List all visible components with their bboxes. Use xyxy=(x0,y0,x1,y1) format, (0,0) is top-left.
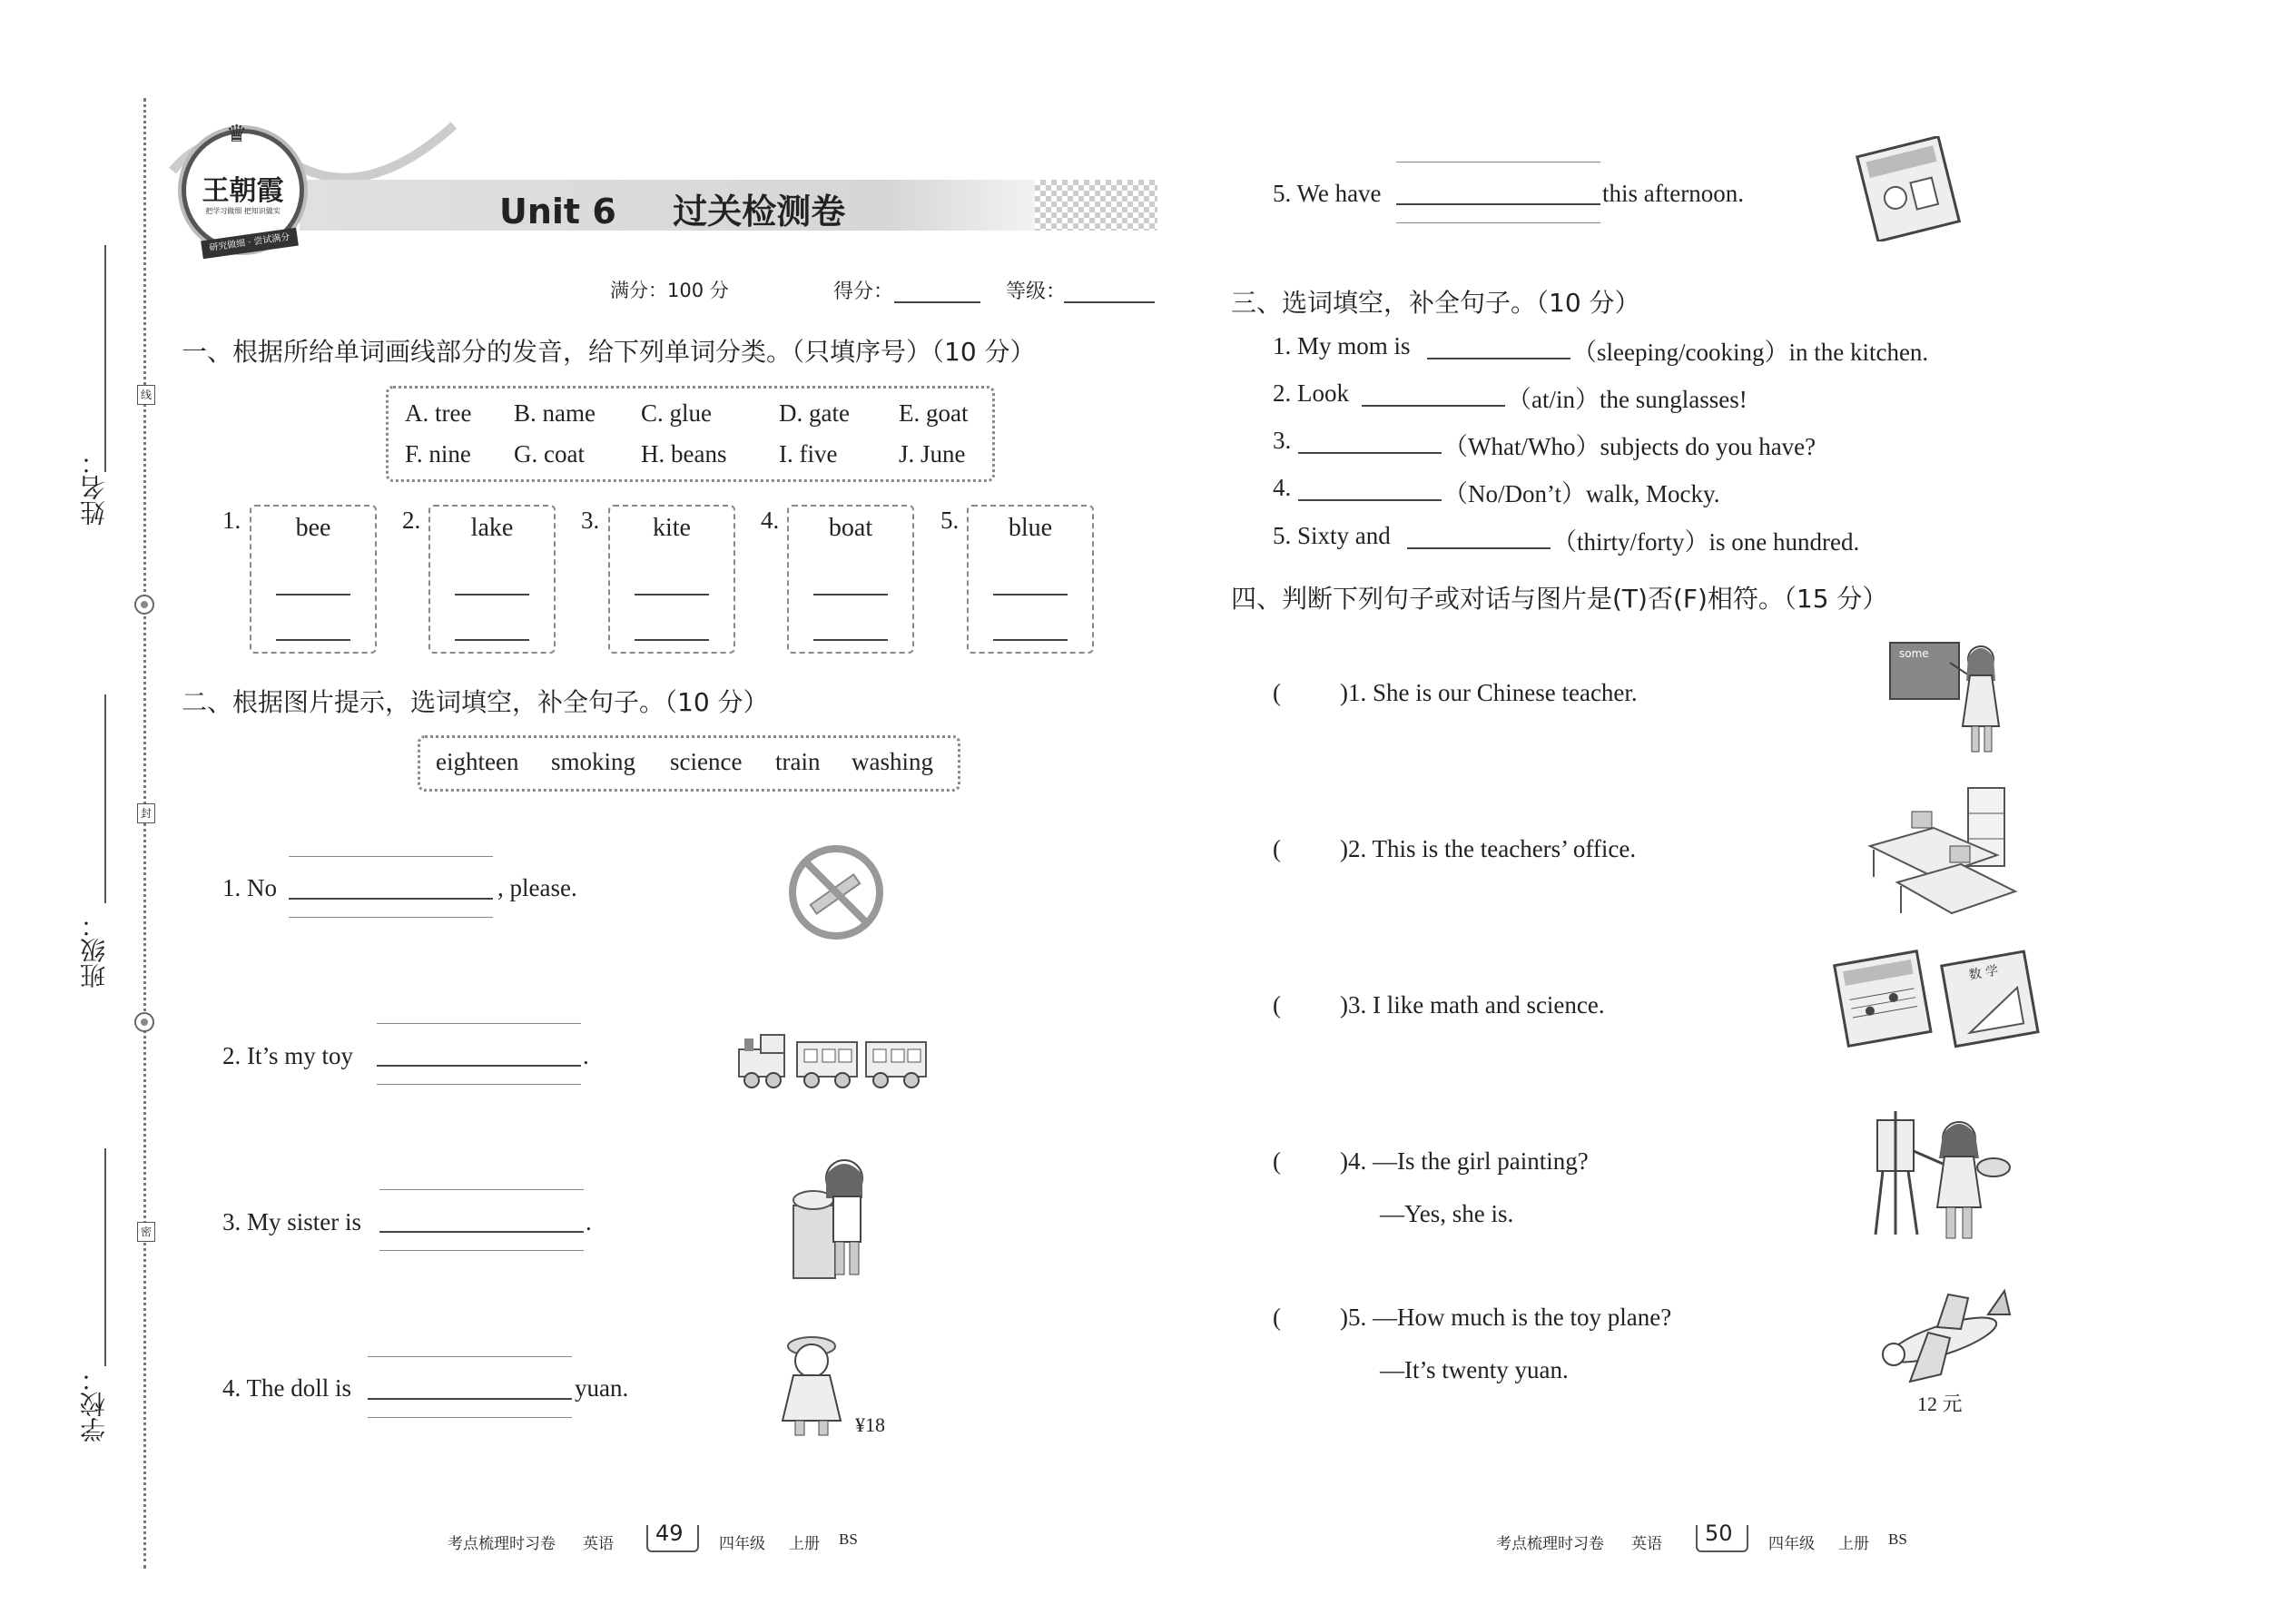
s3-end: （thirty/forty）is one hundred. xyxy=(1552,528,1860,556)
answer-blank[interactable] xyxy=(1407,547,1551,549)
guide-line xyxy=(379,1189,584,1190)
footer-term: 上册 xyxy=(789,1535,820,1552)
sort-word: blue xyxy=(1008,514,1053,542)
bank-word: train xyxy=(775,748,821,775)
s3-end: （sleeping/cooking）in the kitchen. xyxy=(1572,339,1929,366)
footer-series: 考点梳理时习卷 xyxy=(448,1535,556,1552)
guide-line xyxy=(368,1356,572,1357)
answer-line[interactable] xyxy=(455,594,529,595)
unit-label: Unit 6 xyxy=(499,192,616,231)
s3-start: 1. My mom is xyxy=(1273,332,1411,359)
option: E. goat xyxy=(899,399,969,427)
footer-edition: BS xyxy=(1888,1530,1907,1548)
answer-line[interactable] xyxy=(813,594,888,595)
sentence-end: . xyxy=(583,1042,589,1069)
guide-line xyxy=(379,1250,584,1251)
girl-washing-icon xyxy=(788,1153,884,1280)
bank-word: washing xyxy=(852,748,933,775)
sort-word: boat xyxy=(828,514,873,542)
brand-slogan: 研究做细 · 尝试满分 xyxy=(201,228,299,260)
footer-term: 上册 xyxy=(1838,1535,1869,1552)
answer-blank[interactable] xyxy=(1427,358,1570,359)
s3-start: 3. xyxy=(1273,427,1292,454)
s3-end: （at/in）the sunglasses! xyxy=(1507,386,1748,413)
guide-line xyxy=(368,1417,572,1418)
binding-hole-icon xyxy=(133,594,155,615)
option: I. five xyxy=(779,440,838,468)
page-number: 50 xyxy=(1705,1521,1733,1546)
tf-sentence: )1. She is our Chinese teacher. xyxy=(1340,679,1638,706)
teacher-board-icon xyxy=(1886,635,2004,761)
no-smoking-icon xyxy=(788,844,884,940)
score-field[interactable] xyxy=(894,301,980,303)
section1-heading: 一、根据所给单词画线部分的发音，给下列单词分类。（只填序号）（10 分） xyxy=(182,337,1036,367)
sentence-start: 2. It’s my toy xyxy=(222,1042,354,1069)
school-line xyxy=(104,1148,106,1366)
sort-word: kite xyxy=(653,514,691,542)
score-label: 得分： xyxy=(833,281,894,303)
sort-box xyxy=(250,505,377,654)
answer-blank[interactable] xyxy=(1298,499,1442,501)
option: D. gate xyxy=(779,399,850,427)
box-number: 3. xyxy=(581,507,600,534)
answer-line[interactable] xyxy=(455,639,529,641)
section3-heading: 三、选词填空，补全句子。（10 分） xyxy=(1231,288,1640,318)
footer-subject: 英语 xyxy=(583,1535,614,1552)
girl-painting-icon xyxy=(1870,1107,2013,1244)
music-math-books-icon xyxy=(1828,949,2053,1050)
grade-label: 等级： xyxy=(1006,281,1067,303)
name-label: 姓名： xyxy=(79,449,109,526)
seal-char-3: 密 xyxy=(137,1222,155,1242)
tf-sentence: )3. I like math and science. xyxy=(1340,991,1605,1019)
class-label: 班级： xyxy=(79,912,109,989)
brand-name: 王朝霞 xyxy=(202,175,284,207)
tf-sentence: )5. —How much is the toy plane? xyxy=(1340,1304,1672,1331)
footer-edition: BS xyxy=(839,1530,858,1548)
section2-heading: 二、根据图片提示，选词填空，补全句子。（10 分） xyxy=(182,687,769,717)
title-text: 过关检测卷 xyxy=(673,192,846,231)
tf-answer-slot[interactable] xyxy=(1289,675,1340,708)
logo-crown-icon: ♛ xyxy=(226,121,248,147)
footer-subject: 英语 xyxy=(1631,1535,1662,1552)
answer-line[interactable] xyxy=(993,594,1068,595)
sentence-end: this afternoon. xyxy=(1602,180,1744,207)
page-title xyxy=(499,183,845,233)
toy-train-icon xyxy=(733,1026,937,1091)
tf-sentence: )2. This is the teachers’ office. xyxy=(1340,835,1637,862)
name-line xyxy=(104,245,106,472)
seal-char-2: 封 xyxy=(137,803,155,823)
box-number: 4. xyxy=(761,507,780,534)
sentence-end: , please. xyxy=(497,874,577,901)
footer-grade: 四年级 xyxy=(719,1535,765,1552)
binding-margin xyxy=(143,98,146,1569)
guide-line xyxy=(377,1023,581,1024)
section4-heading: 四、判断下列句子或对话与图片是(T)否(F)相符。（15 分） xyxy=(1231,584,1888,614)
sort-box xyxy=(608,505,735,654)
answer-line[interactable] xyxy=(635,639,709,641)
footer-series: 考点梳理时习卷 xyxy=(1496,1535,1604,1552)
bank-word: eighteen xyxy=(436,748,519,775)
s3-start: 2. Look xyxy=(1273,379,1349,407)
option: J. June xyxy=(899,440,966,468)
s3-end: （No/Don’t）walk, Mocky. xyxy=(1443,480,1720,507)
tf-reply: —It’s twenty yuan. xyxy=(1380,1356,1569,1383)
sort-box xyxy=(787,505,914,654)
tf-answer-slot[interactable] xyxy=(1289,1300,1340,1333)
option: B. name xyxy=(514,399,596,427)
sentence-end: yuan. xyxy=(575,1374,629,1402)
binding-hole-icon xyxy=(133,1011,155,1033)
page-number: 49 xyxy=(655,1521,684,1546)
answer-line[interactable] xyxy=(813,639,888,641)
answer-blank[interactable] xyxy=(368,1398,572,1400)
sort-word: bee xyxy=(295,514,331,542)
bank-word: science xyxy=(670,748,743,775)
answer-blank[interactable] xyxy=(289,898,493,900)
seal-char-1: 线 xyxy=(137,385,155,405)
sort-box xyxy=(428,505,556,654)
option: A. tree xyxy=(405,399,472,427)
bank-word: smoking xyxy=(551,748,636,775)
doll-price: ¥18 xyxy=(855,1413,885,1436)
sort-box xyxy=(967,505,1094,654)
school-label: 学校： xyxy=(79,1366,109,1442)
answer-blank[interactable] xyxy=(1298,452,1442,454)
sentence-start: 4. The doll is xyxy=(222,1374,352,1402)
answer-blank[interactable] xyxy=(1362,405,1505,407)
guide-line xyxy=(289,856,493,857)
tf-open-paren: ( xyxy=(1273,1147,1281,1175)
tf-open-paren: ( xyxy=(1273,1304,1281,1331)
tf-answer-slot[interactable] xyxy=(1289,832,1340,864)
tf-open-paren: ( xyxy=(1273,991,1281,1019)
box-number: 1. xyxy=(222,507,241,534)
guide-line xyxy=(1396,222,1600,223)
guide-line xyxy=(377,1084,581,1085)
tf-answer-slot[interactable] xyxy=(1289,988,1340,1020)
office-desks-icon xyxy=(1861,782,2024,919)
tf-answer-slot[interactable] xyxy=(1289,1144,1340,1176)
guide-line xyxy=(289,917,493,918)
toy-plane-icon xyxy=(1874,1287,2012,1387)
sentence-start: 5. We have xyxy=(1273,180,1382,207)
answer-line[interactable] xyxy=(993,639,1068,641)
answer-blank[interactable] xyxy=(379,1231,584,1233)
option: F. nine xyxy=(405,440,471,468)
grade-field[interactable] xyxy=(1064,301,1155,303)
answer-line[interactable] xyxy=(276,594,350,595)
option: H. beans xyxy=(641,440,727,468)
class-line xyxy=(104,694,106,903)
science-book-icon xyxy=(1850,136,1968,241)
s3-start: 4. xyxy=(1273,474,1292,501)
plane-price: 12 元 xyxy=(1917,1393,1963,1415)
board-text: some xyxy=(1899,647,1929,660)
tf-reply: —Yes, she is. xyxy=(1380,1200,1514,1227)
answer-line[interactable] xyxy=(635,594,709,595)
doll-icon xyxy=(777,1330,850,1439)
sort-word: lake xyxy=(470,514,514,542)
banner-checker xyxy=(1035,180,1157,231)
sentence-end: . xyxy=(586,1208,592,1235)
sentence-start: 1. No xyxy=(222,874,277,901)
brand-tagline: 把学习做细 把知识做实 xyxy=(205,207,281,215)
option: G. coat xyxy=(514,440,585,468)
tf-open-paren: ( xyxy=(1273,835,1281,862)
footer-grade: 四年级 xyxy=(1768,1535,1815,1552)
box-number: 2. xyxy=(402,507,421,534)
s3-start: 5. Sixty and xyxy=(1273,522,1391,549)
answer-blank[interactable] xyxy=(1396,203,1600,205)
tf-open-paren: ( xyxy=(1273,679,1281,706)
answer-blank[interactable] xyxy=(377,1065,581,1067)
box-number: 5. xyxy=(940,507,960,534)
book-title: 数 学 xyxy=(1967,963,2000,983)
full-score: 满分：100 分 xyxy=(610,280,729,301)
answer-line[interactable] xyxy=(276,639,350,641)
s3-end: （What/Who）subjects do you have? xyxy=(1443,433,1816,460)
sentence-start: 3. My sister is xyxy=(222,1208,362,1235)
tf-sentence: )4. —Is the girl painting? xyxy=(1340,1147,1589,1175)
option: C. glue xyxy=(641,399,712,427)
